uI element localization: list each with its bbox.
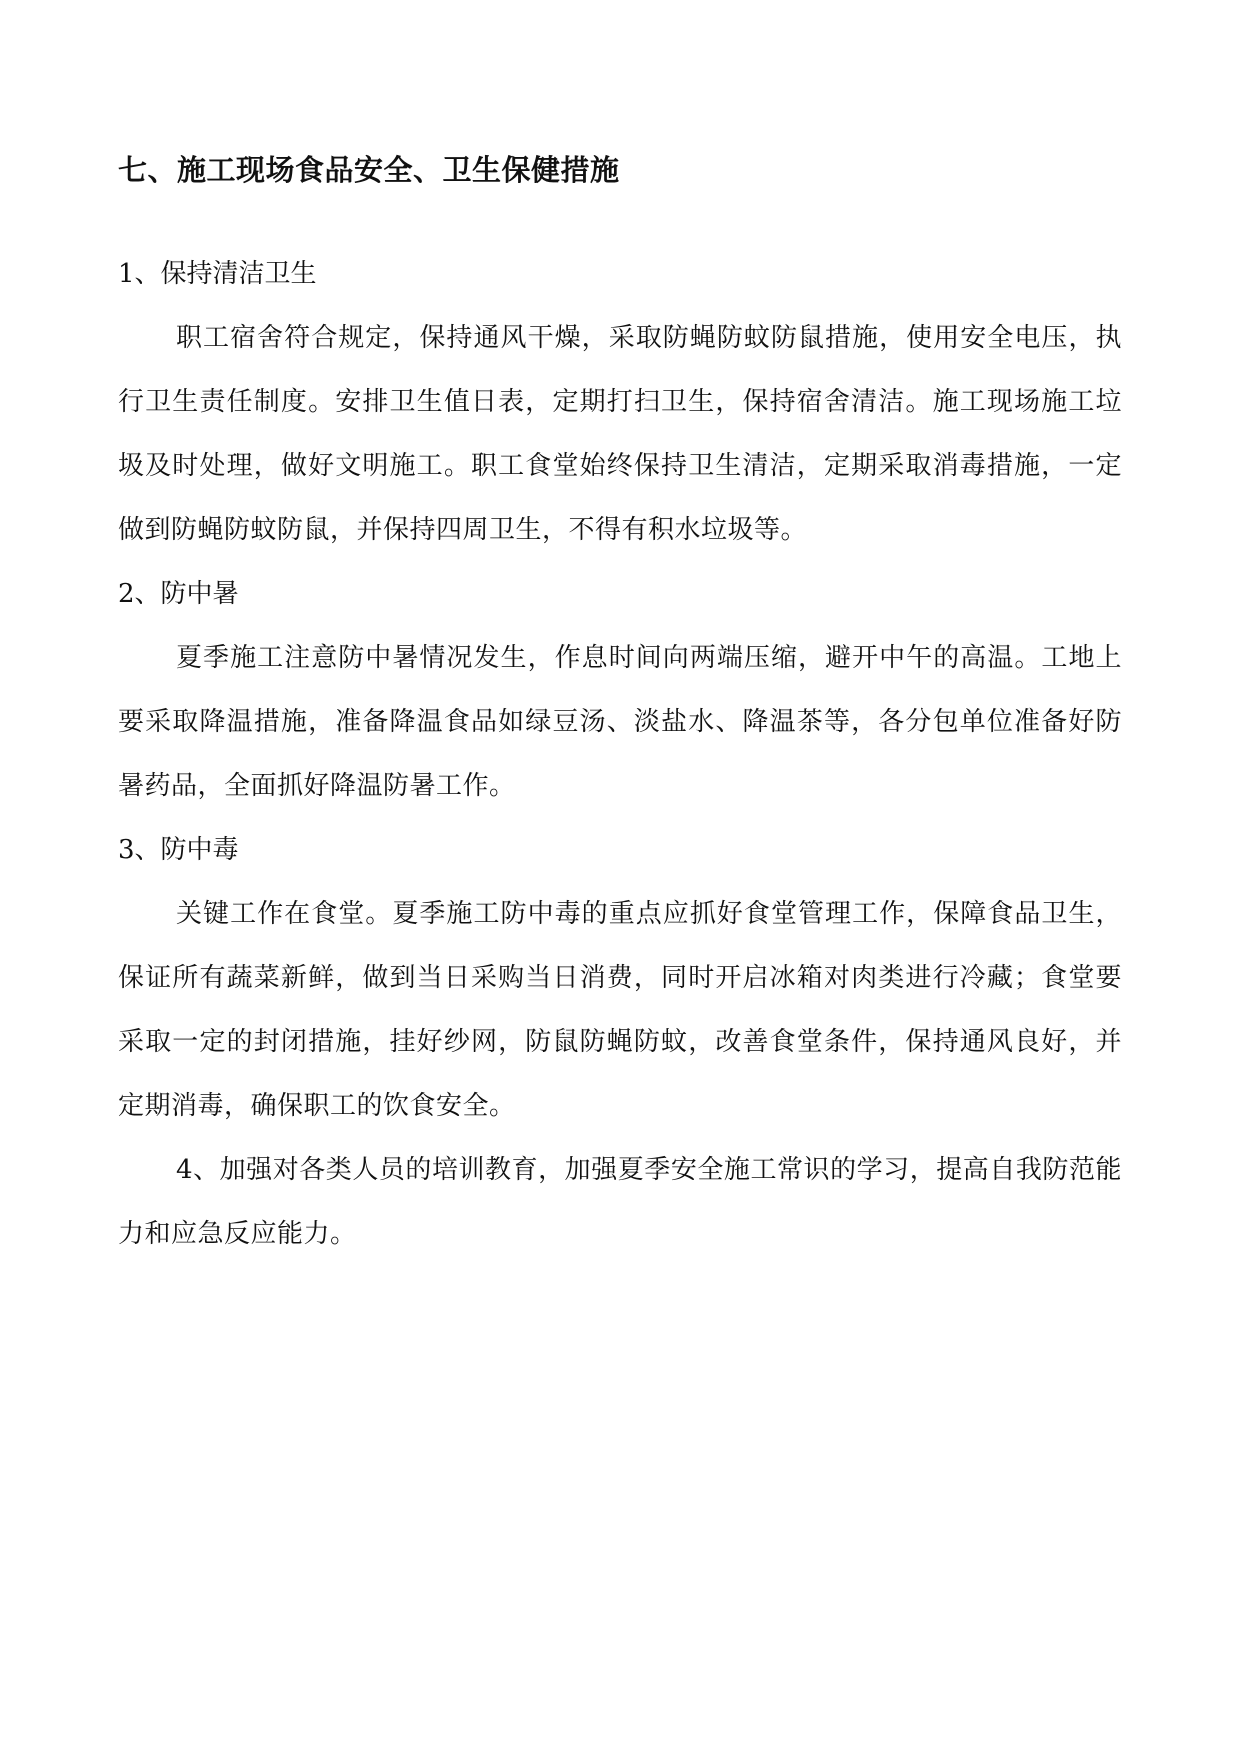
document-body [118,150,1122,1266]
section-paragraph: 职工宿舍符合规定，保持通风干燥，采取防蝇防蚊防鼠措施，使用安全电压，执行卫生责任制度。安排卫生值日表，定期打扫卫生，保持宿舍清洁。施工现场施工垃圾及时处理，做好文明施工。职工食堂始终保持卫生清洁，定期采取消毒措施，一定做到防蝇防蚊防鼠，并保持四周卫生，不得有积水垃圾等。 [118,323,1122,545]
training-paragraph: 4、加强对各类人员的培训教育，加强夏季安全施工常识的学习，提高自我防范能力和应急反应能力。 [118,1155,1122,1249]
section-cleanliness [118,242,1122,562]
section-paragraph: 关键工作在食堂。夏季施工防中毒的重点应抓好食堂管理工作，保障食品卫生，保证所有蔬菜新鲜，做到当日采购当日消费，同时开启冰箱对肉类进行冷藏；食堂要采取一定的封闭措施，挂好纱网，防鼠防蝇防蚊，改善食堂条件，保持通风良好，并定期消毒，确保职工的饮食安全。 [118,899,1122,1121]
section-paragraph: 夏季施工注意防中暑情况发生，作息时间向两端压缩，避开中午的高温。工地上要采取降温措施，准备降温食品如绿豆汤、淡盐水、降温茶等，各分包单位准备好防暑药品，全面抓好降温防暑工作。 [118,643,1122,801]
section-title: 3、防中毒 [118,835,239,865]
page-title: 七、施工现场食品安全、卫生保健措施 [118,153,620,187]
section-title: 1、保持清洁卫生 [118,259,317,289]
section-heatstroke [118,562,1122,818]
section-poisoning [118,818,1122,1138]
section-title: 2、防中暑 [118,579,239,609]
